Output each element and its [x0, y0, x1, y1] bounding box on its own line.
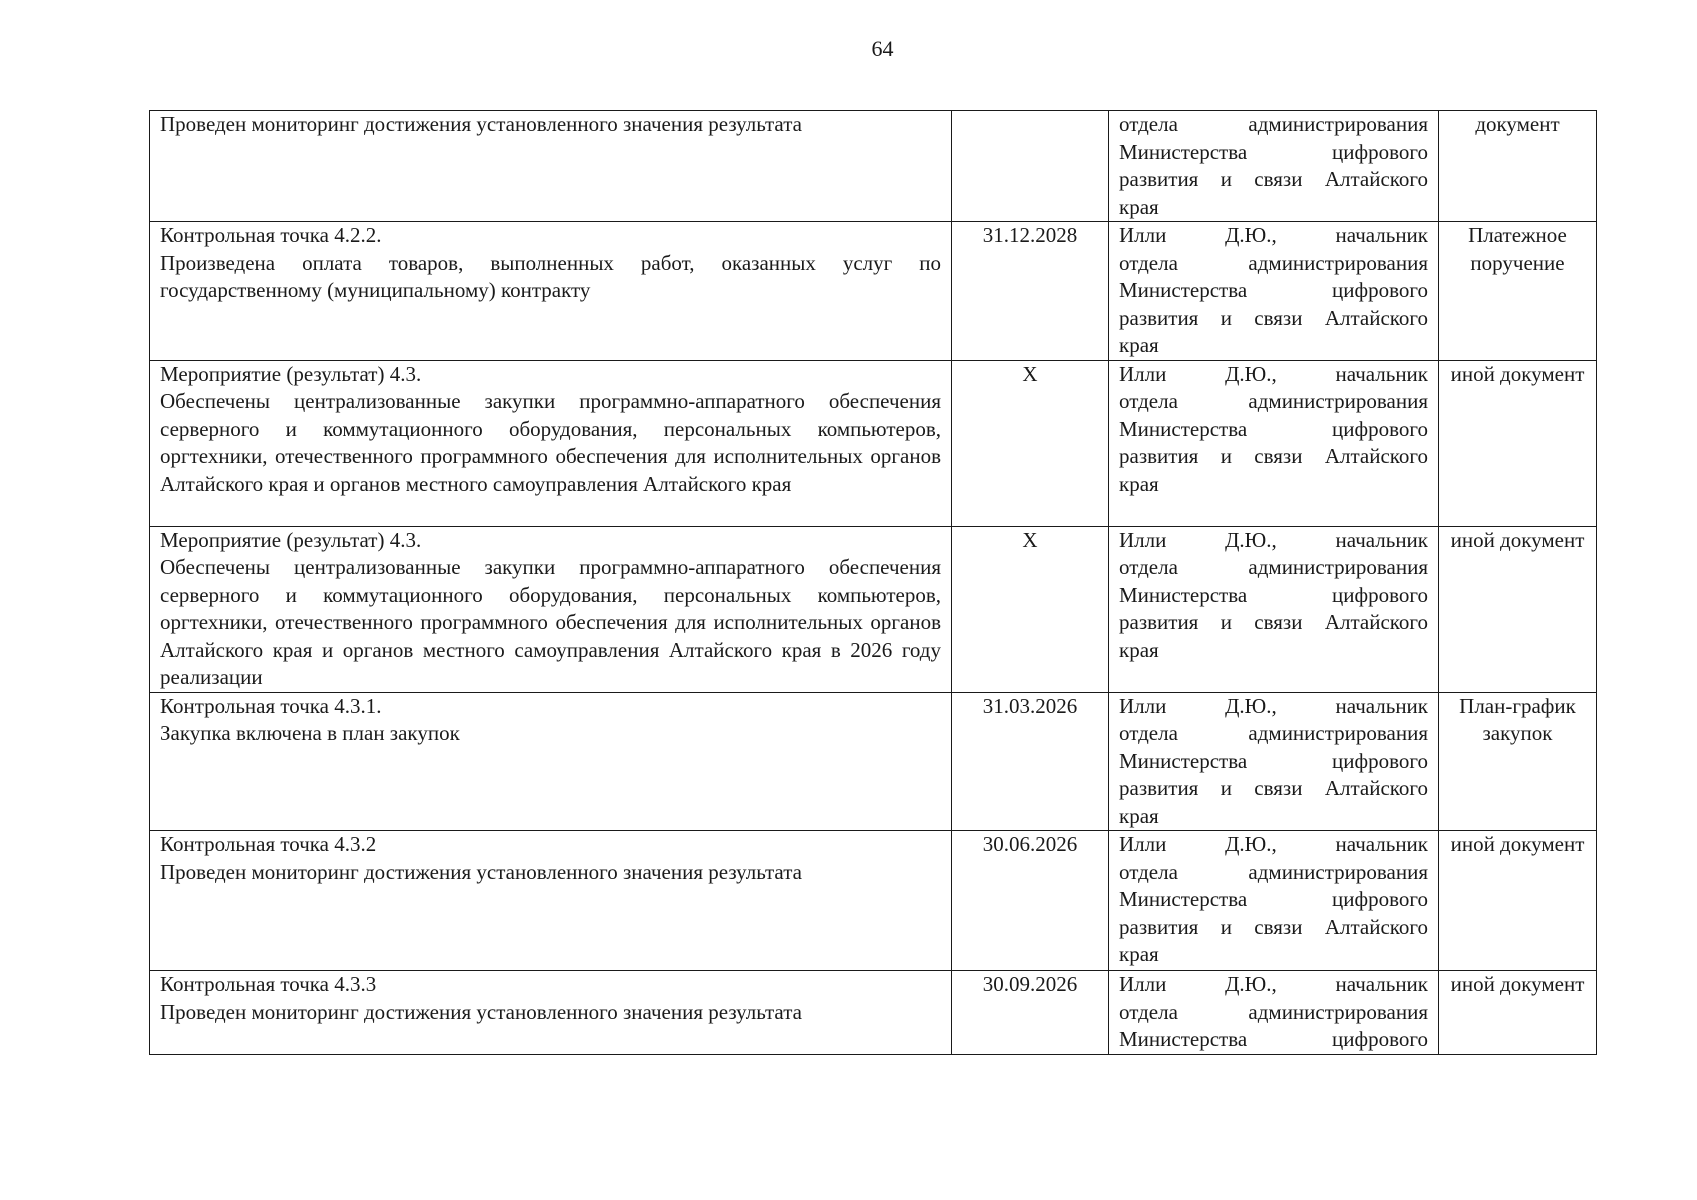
responsible-line: развития и связи Алтайского — [1119, 167, 1428, 191]
event-cell — [150, 692, 952, 831]
responsible-line: края — [1119, 471, 1159, 496]
date-cell: Х — [952, 360, 1109, 526]
responsible-line: отдела администрирования — [1119, 555, 1428, 579]
responsible-line: отдела администрирования — [1119, 859, 1428, 884]
responsible-line: Илли Д.Ю., начальник — [1119, 693, 1428, 718]
responsible-cell — [1109, 360, 1439, 526]
responsible-cell — [1109, 526, 1439, 692]
responsible-line: отдела администрирования — [1119, 250, 1428, 275]
responsible-line: Министерства цифрового — [1119, 278, 1428, 302]
date-cell: Х — [952, 526, 1109, 692]
event-title: Мероприятие (результат) 4.3. — [160, 361, 422, 386]
responsible-line: развития и связи Алтайского — [1119, 305, 1428, 330]
responsible-cell — [1109, 971, 1439, 1055]
responsible-line: отдела администрирования — [1119, 721, 1428, 745]
responsible-line: края — [1119, 942, 1159, 966]
event-title: Контрольная точка 4.3.2 — [160, 832, 377, 856]
responsible-line: края — [1119, 194, 1159, 219]
event-title: Контрольная точка 4.2.2. — [160, 223, 382, 247]
date-cell: 31.12.2028 — [952, 222, 1109, 361]
document-cell: Платежное поручение — [1439, 222, 1597, 361]
event-description: Произведена оплата товаров, выполненных работ, оказанных услуг по государственному (муниципальному) контракту — [160, 250, 941, 302]
responsible-line: Илли Д.Ю., начальник — [1119, 832, 1428, 856]
responsible-line: Министерства цифрового — [1119, 416, 1428, 441]
responsible-cell — [1109, 831, 1439, 971]
responsible-line: развития и связи Алтайского — [1119, 610, 1428, 634]
event-cell — [150, 831, 952, 971]
responsible-line: развития и связи Алтайского — [1119, 776, 1428, 800]
responsible-line: отдела администрирования — [1119, 112, 1428, 136]
responsible-cell — [1109, 111, 1439, 222]
responsible-line: края — [1119, 803, 1159, 828]
responsible-line: Министерства цифрового — [1119, 887, 1428, 911]
table-row — [150, 111, 1597, 222]
responsible-line: Министерства цифрового — [1119, 582, 1428, 607]
responsible-cell — [1109, 222, 1439, 361]
event-cell — [150, 111, 952, 222]
responsible-line: Илли Д.Ю., начальник — [1119, 527, 1428, 552]
responsible-line: края — [1119, 637, 1159, 662]
schedule-table-body — [150, 111, 1597, 1055]
document-cell: иной документ — [1439, 526, 1597, 692]
responsible-line: Министерства цифрового — [1119, 748, 1428, 773]
document-cell: иной документ — [1439, 971, 1597, 1055]
responsible-line: Илли Д.Ю., начальник — [1119, 361, 1428, 386]
responsible-line: развития и связи Алтайского — [1119, 914, 1428, 939]
responsible-line: отдела администрирования — [1119, 389, 1428, 413]
schedule-table — [149, 110, 1597, 1055]
event-cell — [150, 526, 952, 692]
event-title: Контрольная точка 4.3.1. — [160, 693, 382, 718]
responsible-line: отдела администрирования — [1119, 999, 1428, 1024]
event-title: Проведен мониторинг достижения установленного значения результата — [160, 112, 802, 136]
responsible-line: Министерства цифрового — [1119, 1027, 1428, 1051]
document-cell: иной документ — [1439, 360, 1597, 526]
responsible-line: развития и связи Алтайского — [1119, 444, 1428, 468]
event-description: Обеспечены централизованные закупки программно-аппаратного обеспечения серверного и коммутационного оборудования, персональных компьютеров, оргтехники, отечественного программного обеспечения для исполнительных органов Алтайского края и органов местного самоуправления Алтайского края в 2026 году реализации — [160, 555, 941, 689]
responsible-cell — [1109, 692, 1439, 831]
responsible-line: Илли Д.Ю., начальник — [1119, 972, 1428, 996]
date-cell — [952, 111, 1109, 222]
document-cell: документ — [1439, 111, 1597, 222]
event-cell — [150, 360, 952, 526]
document-cell: План-график закупок — [1439, 692, 1597, 831]
table-row — [150, 831, 1597, 971]
event-description: Проведен мониторинг достижения установленного значения результата — [160, 859, 802, 884]
responsible-line: Илли Д.Ю., начальник — [1119, 223, 1428, 247]
responsible-line: края — [1119, 333, 1159, 357]
responsible-line: Министерства цифрового — [1119, 139, 1428, 164]
date-cell: 31.03.2026 — [952, 692, 1109, 831]
event-title: Контрольная точка 4.3.3 — [160, 972, 377, 996]
event-cell — [150, 971, 952, 1055]
event-title: Мероприятие (результат) 4.3. — [160, 527, 422, 552]
page-number: 64 — [871, 36, 894, 61]
event-description: Закупка включена в план закупок — [160, 721, 460, 745]
table-row — [150, 526, 1597, 692]
date-cell: 30.09.2026 — [952, 971, 1109, 1055]
event-cell — [150, 222, 952, 361]
table-row — [150, 360, 1597, 526]
event-description: Проведен мониторинг достижения установленного значения результата — [160, 999, 802, 1024]
event-description: Обеспечены централизованные закупки программно-аппаратного обеспечения серверного и коммутационного оборудования, персональных компьютеров, оргтехники, отечественного программного обеспечения для исполнительных органов Алтайского края и органов местного самоуправления Алтайского края — [160, 389, 941, 496]
table-row — [150, 692, 1597, 831]
table-row — [150, 971, 1597, 1055]
table-row — [150, 222, 1597, 361]
date-cell: 30.06.2026 — [952, 831, 1109, 971]
document-cell: иной документ — [1439, 831, 1597, 971]
